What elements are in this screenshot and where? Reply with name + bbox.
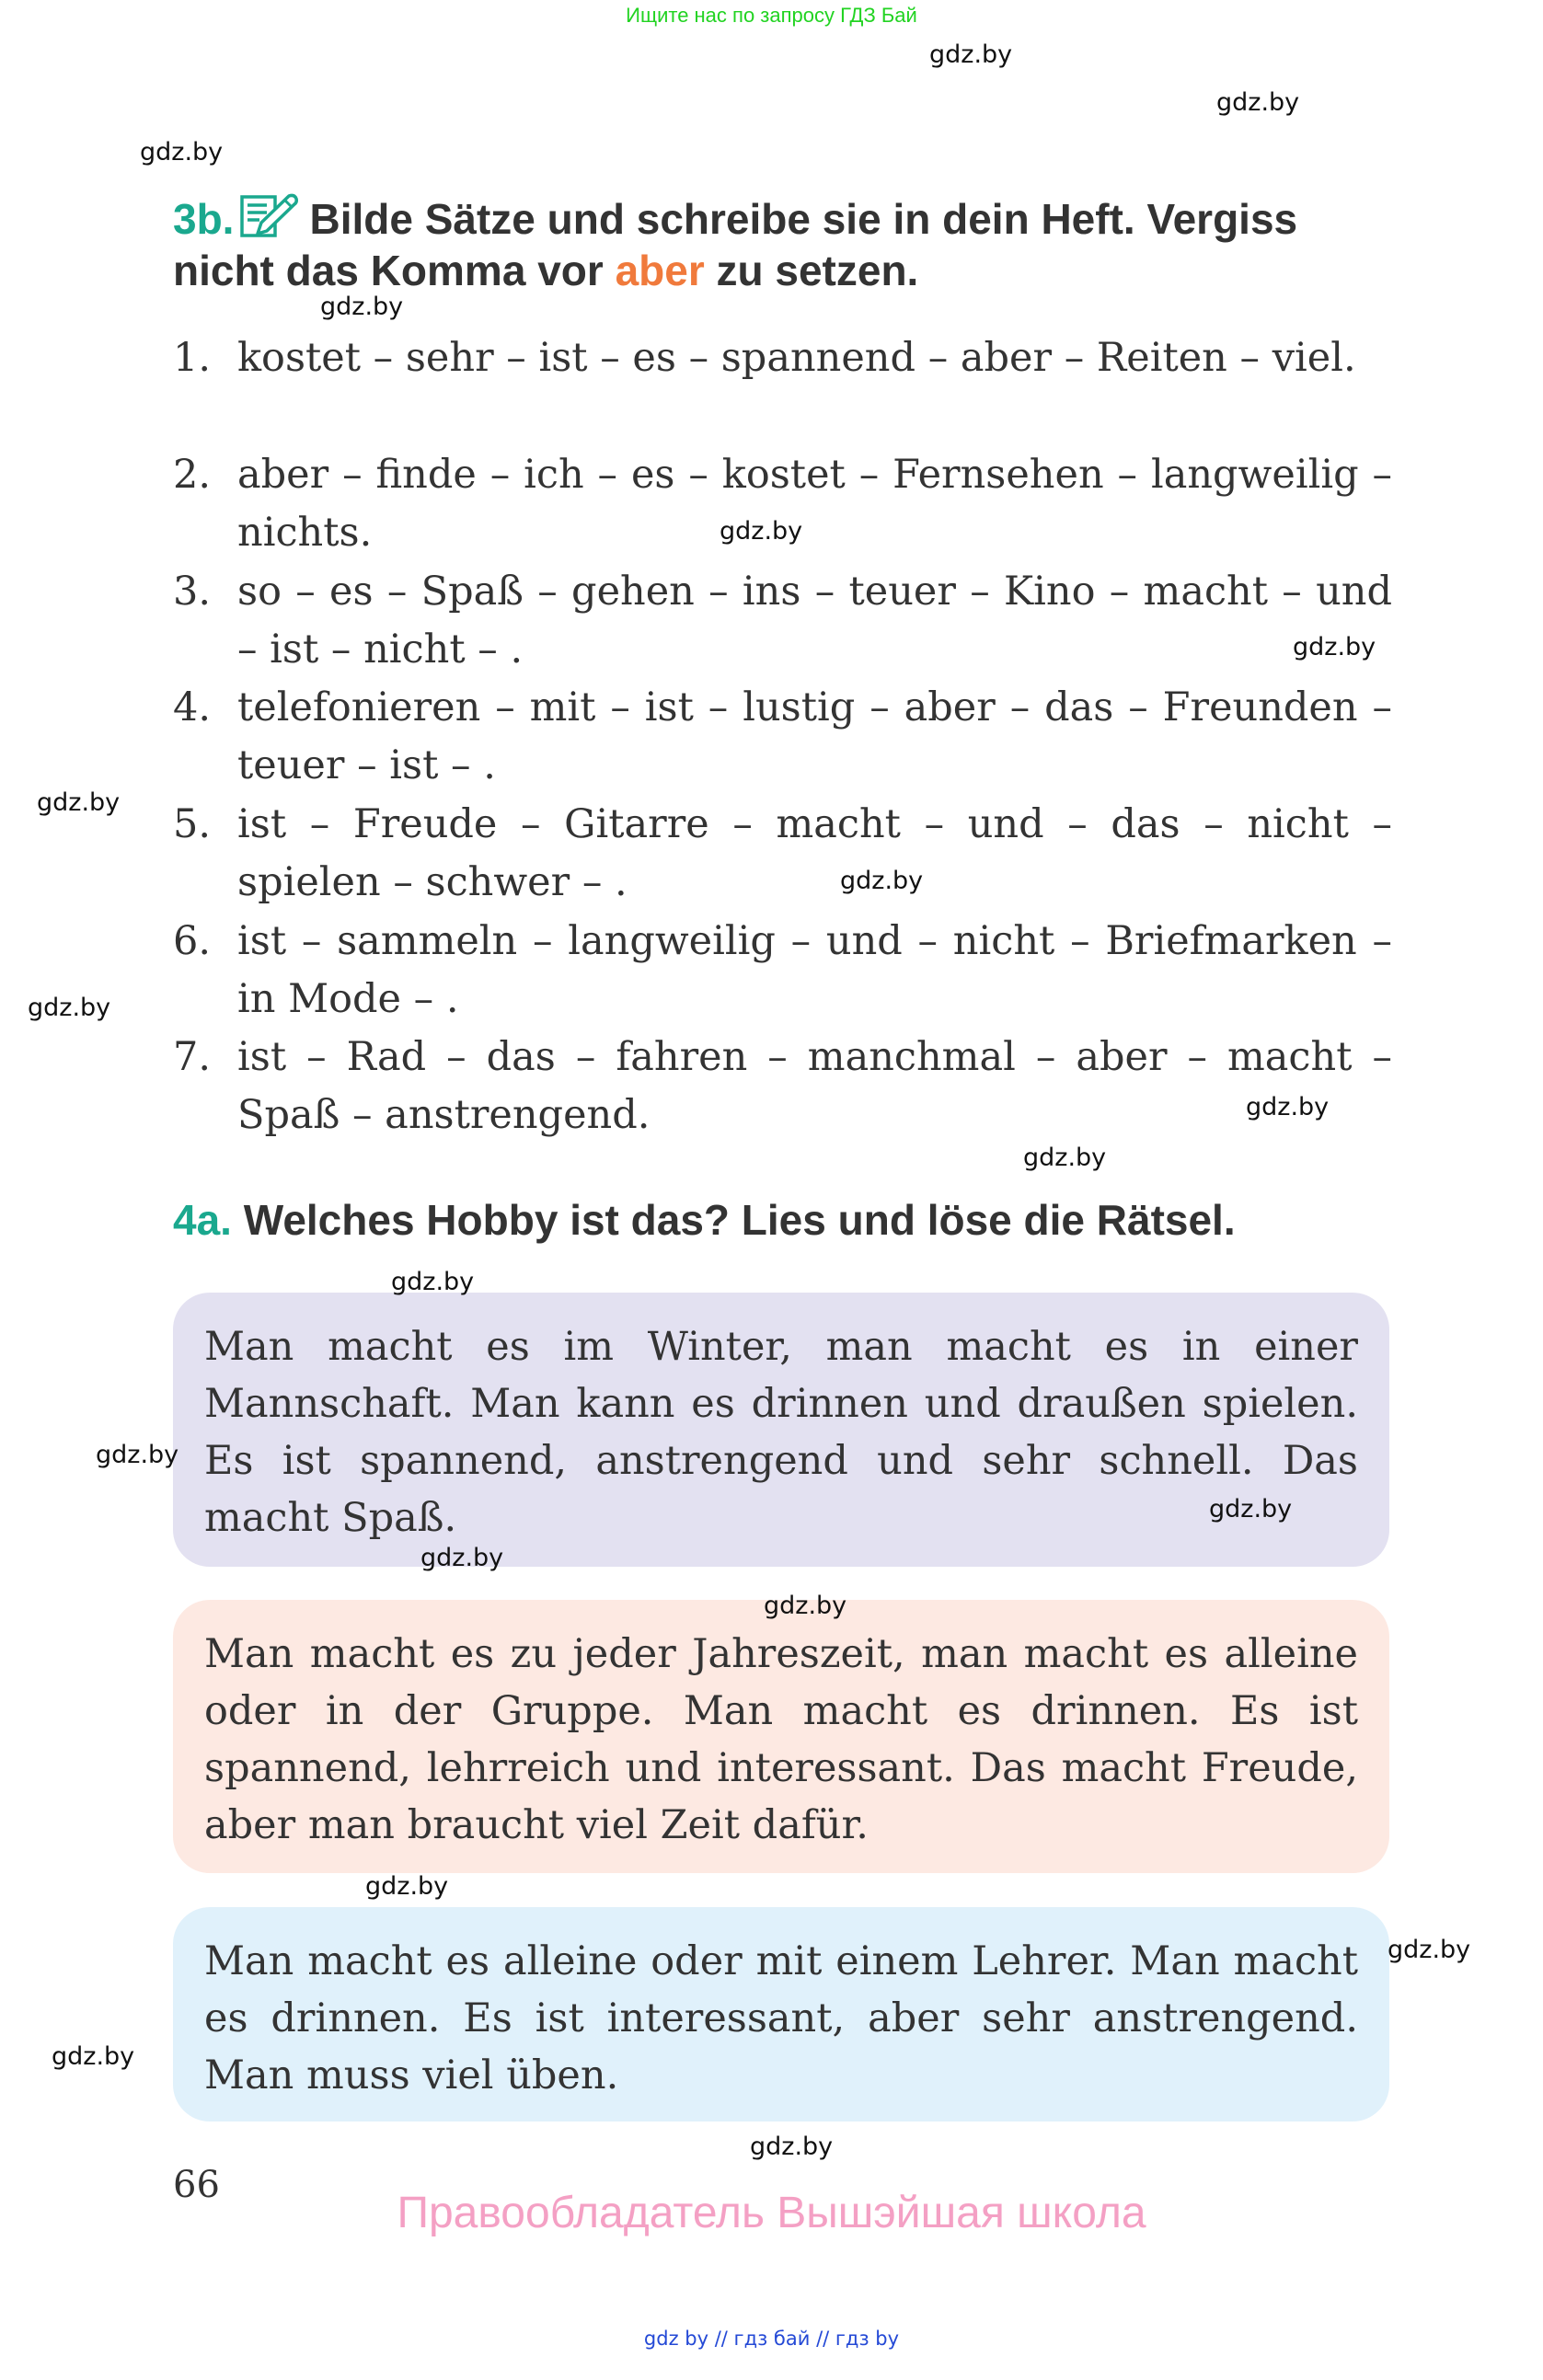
heading-line1: Bilde Sätze und schreibe sie in dein Heft. Vergiss (309, 195, 1298, 243)
item-text: ist – Rad – das – fahren – manchmal – aber – macht – Spaß – anstrengend. (237, 1034, 1392, 1139)
sentence-item (173, 1029, 1392, 1145)
sentence-item (173, 796, 1392, 913)
watermark: gdz.by (1246, 1093, 1330, 1121)
riddle-text: Man macht es zu jeder Jahreszeit, man macht es alleine oder in der Gruppe. Man macht es drinnen. Es ist spannend, lehrreich und interessant. Das macht Freude, aber man braucht viel Zeit dafür. (204, 1631, 1358, 1848)
sentence-item (173, 913, 1392, 1029)
riddle-text: Man macht es im Winter, man macht es in einer Mannschaft. Man kann es drinnen und draußen spielen. Es ist spannend, anstrengend und sehr schnell. Das macht Spaß. (204, 1324, 1358, 1541)
watermark: gdz.by (720, 517, 803, 546)
item-text: kostet – sehr – ist – es – spannend – aber – Reiten – viel. (237, 335, 1356, 381)
pencil-notebook-icon (239, 193, 300, 239)
highlight-aber: aber (615, 247, 705, 294)
item-number: 4. (173, 684, 212, 730)
watermark: gdz.by (1388, 1936, 1471, 1964)
exercise-3b-heading (173, 193, 1397, 296)
exercise-number: 3b. (173, 195, 235, 243)
riddle-box-2 (173, 1600, 1389, 1873)
item-number: 6. (173, 918, 212, 964)
item-text: telefonieren – mit – ist – lustig – aber – das – Freunden – teuer – ist – . (237, 684, 1392, 789)
sentence-item (173, 563, 1392, 680)
watermark: gdz.by (750, 2133, 834, 2161)
watermark: gdz.by (1209, 1495, 1293, 1523)
item-text: so – es – Spaß – gehen – ins – teuer – Kino – macht – und – ist – nicht – . (237, 569, 1392, 673)
item-number: 3. (173, 569, 212, 615)
watermark: gdz.by (37, 788, 121, 817)
watermark: gdz.by (1293, 633, 1376, 661)
page-number: 66 (173, 2164, 220, 2206)
rights-holder: Правообладатель Вышэйшая школа (397, 2189, 1146, 2237)
watermark: gdz.by (840, 867, 924, 895)
riddle-box-1 (173, 1293, 1389, 1567)
watermark: gdz.by (96, 1441, 179, 1469)
item-number: 7. (173, 1034, 212, 1080)
riddle-text: Man macht es alleine oder mit einem Lehrer. Man macht es drinnen. Es ist interessant, aber sehr anstrengend. Man muss viel üben. (204, 1938, 1358, 2098)
watermark: gdz.by (764, 1592, 847, 1620)
heading-line2-end: zu setzen. (704, 247, 919, 294)
item-text: ist – Freude – Gitarre – macht – und – das – nicht – spielen – schwer – . (237, 801, 1392, 906)
item-text: ist – sammeln – langweilig – und – nicht – Briefmarken – in Mode – . (237, 918, 1392, 1023)
watermark: gdz.by (929, 40, 1013, 69)
heading-text: Welches Hobby ist das? Lies und löse die Rätsel. (243, 1196, 1236, 1244)
item-number: 5. (173, 801, 212, 847)
riddle-box-3 (173, 1907, 1389, 2121)
watermark: gdz.by (320, 293, 404, 321)
watermark: gdz.by (365, 1872, 449, 1901)
item-number: 2. (173, 452, 212, 498)
item-text: aber – finde – ich – es – kostet – Fernsehen – langweilig – nichts. (237, 452, 1392, 557)
watermark: gdz.by (140, 138, 224, 167)
watermark: gdz.by (28, 994, 111, 1022)
site-links[interactable]: gdz by // гдз бай // гдз by (643, 2328, 900, 2350)
item-number: 1. (173, 335, 212, 381)
sentence-item (173, 329, 1392, 387)
watermark: gdz.by (1023, 1144, 1107, 1172)
exercise-4a-heading (173, 1194, 1397, 1246)
watermark: gdz.by (1216, 88, 1300, 117)
sentence-item (173, 679, 1392, 796)
search-banner: Ищите нас по запросу ГДЗ Бай (626, 4, 917, 27)
watermark: gdz.by (391, 1268, 475, 1296)
heading-line2-start: nicht das Komma vor (173, 247, 616, 294)
exercise-number: 4a. (173, 1196, 232, 1244)
watermark: gdz.by (52, 2042, 135, 2071)
watermark: gdz.by (420, 1544, 504, 1572)
